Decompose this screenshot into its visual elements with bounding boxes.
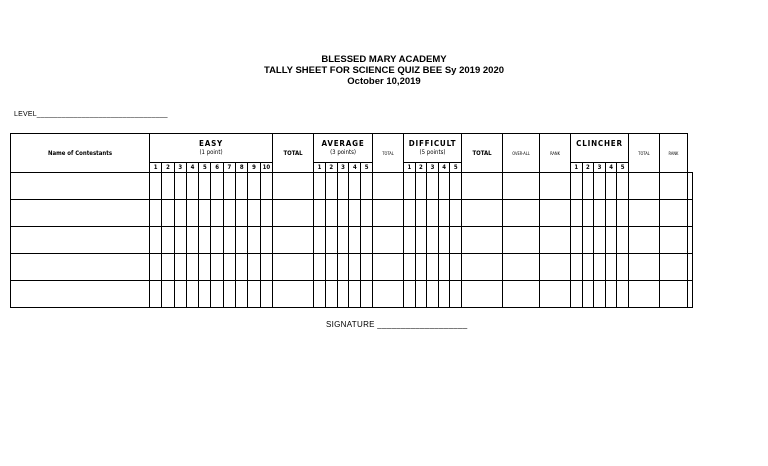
score-cell[interactable] bbox=[211, 254, 223, 281]
score-cell[interactable] bbox=[571, 281, 583, 308]
score-cell[interactable] bbox=[571, 227, 583, 254]
score-cell[interactable] bbox=[628, 173, 659, 200]
score-cell[interactable] bbox=[150, 200, 162, 227]
easy-points: (1 point) bbox=[199, 149, 223, 156]
score-cell[interactable] bbox=[260, 281, 272, 308]
score-cell[interactable] bbox=[236, 254, 248, 281]
score-cell[interactable] bbox=[628, 200, 659, 227]
score-cell[interactable] bbox=[450, 281, 462, 308]
contestant-name-cell[interactable] bbox=[11, 254, 150, 281]
score-cell[interactable] bbox=[337, 281, 349, 308]
score-cell[interactable] bbox=[199, 227, 211, 254]
contestant-name-cell[interactable] bbox=[11, 227, 150, 254]
score-cell[interactable] bbox=[199, 173, 211, 200]
score-cell[interactable] bbox=[349, 200, 361, 227]
school-name: BLESSED MARY ACADEMY bbox=[321, 54, 447, 65]
easy-number: 8 bbox=[236, 163, 248, 173]
score-cell[interactable] bbox=[273, 281, 314, 308]
score-cell[interactable] bbox=[361, 254, 373, 281]
average-number: 3 bbox=[337, 163, 349, 173]
score-cell[interactable] bbox=[617, 200, 629, 227]
score-cell[interactable] bbox=[337, 200, 349, 227]
score-cell[interactable] bbox=[438, 173, 450, 200]
score-cell[interactable] bbox=[438, 254, 450, 281]
score-cell[interactable] bbox=[450, 254, 462, 281]
score-cell[interactable] bbox=[571, 254, 583, 281]
score-cell[interactable] bbox=[373, 227, 404, 254]
score-cell[interactable] bbox=[427, 227, 439, 254]
easy-number: 7 bbox=[223, 163, 235, 173]
score-cell[interactable] bbox=[540, 254, 571, 281]
contestant-row bbox=[11, 200, 693, 227]
score-cell[interactable] bbox=[325, 254, 337, 281]
contestant-name-cell[interactable] bbox=[11, 281, 150, 308]
sheet-title: TALLY SHEET FOR SCIENCE QUIZ BEE Sy 2019 2020 bbox=[263, 65, 505, 76]
score-cell[interactable] bbox=[462, 254, 503, 281]
score-cell[interactable] bbox=[223, 227, 235, 254]
difficult-total-header: TOTAL bbox=[462, 134, 503, 173]
score-cell[interactable] bbox=[438, 281, 450, 308]
score-cell[interactable] bbox=[162, 173, 174, 200]
score-cell[interactable] bbox=[503, 173, 540, 200]
score-cell[interactable] bbox=[594, 254, 606, 281]
score-cell[interactable] bbox=[349, 173, 361, 200]
score-cell[interactable] bbox=[211, 200, 223, 227]
difficult-label: DIFFICULT bbox=[408, 139, 457, 148]
difficult-number: 3 bbox=[427, 163, 439, 173]
score-cell[interactable] bbox=[415, 281, 427, 308]
score-cell[interactable] bbox=[415, 200, 427, 227]
score-cell[interactable] bbox=[617, 281, 629, 308]
score-cell[interactable] bbox=[186, 227, 198, 254]
score-cell[interactable] bbox=[174, 200, 186, 227]
average-header bbox=[314, 134, 373, 163]
overall-header: OVER-ALL bbox=[503, 134, 540, 173]
contestant-row bbox=[11, 254, 693, 281]
level-field[interactable]: LEVEL________________________________ bbox=[14, 111, 168, 118]
score-cell[interactable] bbox=[349, 227, 361, 254]
contestant-name-cell[interactable] bbox=[11, 173, 150, 200]
score-cell[interactable] bbox=[687, 173, 692, 200]
score-cell[interactable] bbox=[223, 254, 235, 281]
score-cell[interactable] bbox=[404, 281, 416, 308]
document-header bbox=[0, 54, 768, 87]
contestant-row bbox=[11, 281, 693, 308]
average-number: 5 bbox=[361, 163, 373, 173]
score-cell[interactable] bbox=[260, 173, 272, 200]
score-cell[interactable] bbox=[186, 281, 198, 308]
score-cell[interactable] bbox=[427, 173, 439, 200]
score-cell[interactable] bbox=[540, 227, 571, 254]
score-cell[interactable] bbox=[199, 281, 211, 308]
score-cell[interactable] bbox=[605, 173, 617, 200]
clincher-label: CLINCHER bbox=[576, 139, 623, 148]
score-cell[interactable] bbox=[438, 227, 450, 254]
score-cell[interactable] bbox=[404, 200, 416, 227]
score-cell[interactable] bbox=[236, 227, 248, 254]
difficult-header bbox=[404, 134, 462, 163]
score-cell[interactable] bbox=[361, 227, 373, 254]
score-cell[interactable] bbox=[605, 254, 617, 281]
score-cell[interactable] bbox=[314, 173, 326, 200]
difficult-number: 1 bbox=[404, 163, 416, 173]
score-cell[interactable] bbox=[248, 254, 260, 281]
easy-number: 5 bbox=[199, 163, 211, 173]
score-cell[interactable] bbox=[582, 200, 594, 227]
score-cell[interactable] bbox=[337, 173, 349, 200]
score-cell[interactable] bbox=[659, 173, 687, 200]
score-cell[interactable] bbox=[582, 173, 594, 200]
easy-number: 1 bbox=[150, 163, 162, 173]
score-cell[interactable] bbox=[314, 227, 326, 254]
score-cell[interactable] bbox=[211, 281, 223, 308]
score-cell[interactable] bbox=[503, 227, 540, 254]
score-cell[interactable] bbox=[150, 281, 162, 308]
clincher-number: 1 bbox=[571, 163, 583, 173]
easy-label: EASY bbox=[198, 139, 224, 148]
score-cell[interactable] bbox=[236, 281, 248, 308]
score-cell[interactable] bbox=[150, 254, 162, 281]
score-cell[interactable] bbox=[605, 281, 617, 308]
score-cell[interactable] bbox=[361, 200, 373, 227]
score-cell[interactable] bbox=[273, 200, 314, 227]
score-cell[interactable] bbox=[174, 281, 186, 308]
name-of-contestants-header: Name of Contestants bbox=[11, 134, 150, 173]
score-cell[interactable] bbox=[325, 200, 337, 227]
score-cell[interactable] bbox=[617, 254, 629, 281]
score-cell[interactable] bbox=[162, 254, 174, 281]
score-cell[interactable] bbox=[617, 227, 629, 254]
score-cell[interactable] bbox=[450, 200, 462, 227]
score-cell[interactable] bbox=[404, 227, 416, 254]
easy-number: 3 bbox=[174, 163, 186, 173]
score-cell[interactable] bbox=[260, 200, 272, 227]
score-cell[interactable] bbox=[273, 254, 314, 281]
score-cell[interactable] bbox=[404, 254, 416, 281]
rank-header: RANK bbox=[540, 134, 571, 173]
score-cell[interactable] bbox=[687, 227, 692, 254]
score-cell[interactable] bbox=[503, 200, 540, 227]
contestant-row bbox=[11, 227, 693, 254]
score-cell[interactable] bbox=[361, 173, 373, 200]
score-cell[interactable] bbox=[174, 254, 186, 281]
score-cell[interactable] bbox=[540, 173, 571, 200]
score-cell[interactable] bbox=[582, 254, 594, 281]
score-cell[interactable] bbox=[248, 173, 260, 200]
score-cell[interactable] bbox=[186, 173, 198, 200]
easy-number: 9 bbox=[248, 163, 260, 173]
score-cell[interactable] bbox=[503, 281, 540, 308]
clincher-number: 5 bbox=[617, 163, 629, 173]
score-cell[interactable] bbox=[349, 254, 361, 281]
tally-table bbox=[10, 133, 693, 308]
contestant-name-cell[interactable] bbox=[11, 200, 150, 227]
score-cell[interactable] bbox=[605, 227, 617, 254]
score-cell[interactable] bbox=[373, 281, 404, 308]
score-cell[interactable] bbox=[628, 281, 659, 308]
clincher-header bbox=[571, 134, 629, 163]
score-cell[interactable] bbox=[260, 227, 272, 254]
score-cell[interactable] bbox=[415, 254, 427, 281]
score-cell[interactable] bbox=[236, 173, 248, 200]
score-cell[interactable] bbox=[211, 227, 223, 254]
average-number: 1 bbox=[314, 163, 326, 173]
score-cell[interactable] bbox=[582, 281, 594, 308]
score-cell[interactable] bbox=[223, 173, 235, 200]
score-cell[interactable] bbox=[571, 173, 583, 200]
score-cell[interactable] bbox=[186, 200, 198, 227]
difficult-number: 2 bbox=[415, 163, 427, 173]
average-label: AVERAGE bbox=[321, 139, 365, 148]
score-cell[interactable] bbox=[404, 173, 416, 200]
score-cell[interactable] bbox=[248, 200, 260, 227]
score-cell[interactable] bbox=[325, 173, 337, 200]
score-cell[interactable] bbox=[462, 281, 503, 308]
score-cell[interactable] bbox=[415, 227, 427, 254]
score-cell[interactable] bbox=[223, 200, 235, 227]
score-cell[interactable] bbox=[373, 254, 404, 281]
signature-field[interactable]: SIGNATURE ___________________ bbox=[326, 320, 468, 329]
score-cell[interactable] bbox=[438, 200, 450, 227]
score-cell[interactable] bbox=[314, 254, 326, 281]
score-cell[interactable] bbox=[199, 254, 211, 281]
score-cell[interactable] bbox=[273, 173, 314, 200]
difficult-points: (5 points) bbox=[419, 149, 446, 156]
easy-number: 2 bbox=[162, 163, 174, 173]
score-cell[interactable] bbox=[462, 173, 503, 200]
score-cell[interactable] bbox=[427, 254, 439, 281]
score-cell[interactable] bbox=[571, 200, 583, 227]
score-cell[interactable] bbox=[659, 200, 687, 227]
clincher-total-header: TOTAL bbox=[628, 134, 659, 173]
score-cell[interactable] bbox=[314, 281, 326, 308]
score-cell[interactable] bbox=[314, 200, 326, 227]
score-cell[interactable] bbox=[415, 173, 427, 200]
difficult-number: 4 bbox=[438, 163, 450, 173]
contestant-row bbox=[11, 173, 693, 200]
clincher-rank-header: RANK bbox=[659, 134, 687, 173]
score-cell[interactable] bbox=[540, 200, 571, 227]
score-cell[interactable] bbox=[687, 200, 692, 227]
score-cell[interactable] bbox=[361, 281, 373, 308]
score-cell[interactable] bbox=[373, 200, 404, 227]
easy-total-header: TOTAL bbox=[273, 134, 314, 173]
score-cell[interactable] bbox=[687, 254, 692, 281]
score-cell[interactable] bbox=[150, 227, 162, 254]
score-cell[interactable] bbox=[628, 227, 659, 254]
score-cell[interactable] bbox=[186, 254, 198, 281]
score-cell[interactable] bbox=[427, 200, 439, 227]
average-total-header: TOTAL bbox=[373, 134, 404, 173]
easy-number: 10 bbox=[260, 163, 272, 173]
score-cell[interactable] bbox=[211, 173, 223, 200]
score-cell[interactable] bbox=[659, 281, 687, 308]
score-cell[interactable] bbox=[223, 281, 235, 308]
score-cell[interactable] bbox=[174, 227, 186, 254]
easy-header bbox=[150, 134, 273, 163]
difficult-number: 5 bbox=[450, 163, 462, 173]
score-cell[interactable] bbox=[260, 254, 272, 281]
clincher-number: 3 bbox=[594, 163, 606, 173]
score-cell[interactable] bbox=[594, 281, 606, 308]
score-cell[interactable] bbox=[373, 173, 404, 200]
score-cell[interactable] bbox=[605, 200, 617, 227]
score-cell[interactable] bbox=[450, 227, 462, 254]
score-cell[interactable] bbox=[450, 173, 462, 200]
score-cell[interactable] bbox=[462, 200, 503, 227]
score-cell[interactable] bbox=[236, 200, 248, 227]
score-cell[interactable] bbox=[337, 227, 349, 254]
score-cell[interactable] bbox=[503, 254, 540, 281]
score-cell[interactable] bbox=[594, 173, 606, 200]
score-cell[interactable] bbox=[349, 281, 361, 308]
score-cell[interactable] bbox=[248, 227, 260, 254]
average-number: 4 bbox=[349, 163, 361, 173]
score-cell[interactable] bbox=[162, 281, 174, 308]
score-cell[interactable] bbox=[617, 173, 629, 200]
score-cell[interactable] bbox=[427, 281, 439, 308]
score-cell[interactable] bbox=[659, 227, 687, 254]
score-cell[interactable] bbox=[659, 254, 687, 281]
score-cell[interactable] bbox=[540, 281, 571, 308]
score-cell[interactable] bbox=[248, 281, 260, 308]
clincher-number: 2 bbox=[582, 163, 594, 173]
score-cell[interactable] bbox=[325, 227, 337, 254]
score-cell[interactable] bbox=[174, 173, 186, 200]
clincher-number: 4 bbox=[605, 163, 617, 173]
easy-number: 6 bbox=[211, 163, 223, 173]
score-cell[interactable] bbox=[273, 227, 314, 254]
score-cell[interactable] bbox=[325, 281, 337, 308]
score-cell[interactable] bbox=[687, 281, 692, 308]
score-cell[interactable] bbox=[150, 173, 162, 200]
score-cell[interactable] bbox=[462, 227, 503, 254]
score-cell[interactable] bbox=[628, 254, 659, 281]
score-cell[interactable] bbox=[582, 227, 594, 254]
easy-number: 4 bbox=[186, 163, 198, 173]
average-points: (3 points) bbox=[330, 149, 357, 156]
score-cell[interactable] bbox=[199, 200, 211, 227]
score-cell[interactable] bbox=[162, 227, 174, 254]
average-number: 2 bbox=[325, 163, 337, 173]
score-cell[interactable] bbox=[162, 200, 174, 227]
score-cell[interactable] bbox=[594, 200, 606, 227]
score-cell[interactable] bbox=[594, 227, 606, 254]
quiz-date: October 10,2019 bbox=[347, 76, 421, 87]
score-cell[interactable] bbox=[337, 254, 349, 281]
